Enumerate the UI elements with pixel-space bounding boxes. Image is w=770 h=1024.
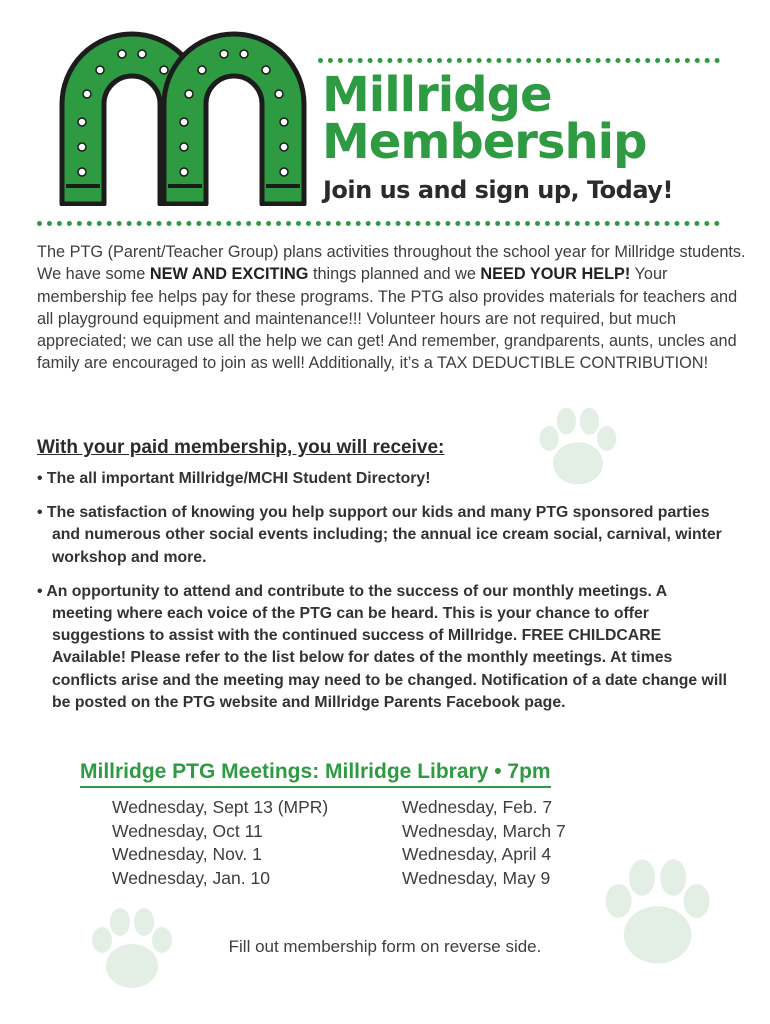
meeting-date: Wednesday, April 4 [402, 844, 552, 864]
meeting-date: Wednesday, March 7 [402, 820, 566, 841]
meeting-dates-left [112, 796, 328, 890]
meeting-date: Wednesday, Feb. 7 [402, 797, 553, 817]
footer-note: Fill out membership form on reverse side. [228, 937, 542, 956]
dotted-divider-bottom [37, 221, 720, 226]
intro-text-2: things planned and we [308, 265, 481, 284]
meeting-dates-right [402, 796, 566, 890]
meeting-date: Wednesday, Nov. 1 [112, 844, 262, 864]
intro-paragraph [37, 241, 749, 375]
meeting-date: Wednesday, Oct 11 [112, 820, 263, 841]
title-line-1: Millridge [322, 67, 552, 123]
intro-bold-1: NEW AND EXCITING [149, 265, 309, 284]
benefits-heading: With your paid membership, you will receive: [37, 437, 445, 458]
page-title [322, 67, 647, 170]
dotted-divider-top [318, 58, 720, 63]
intro-text-3: Your membership fee helps pay for these programs. The PTG also provides materials for teachers and all playground equipment and maintenance!!! Volunteer hours are not required, but much appreciated; we can use all the help we can get! And remember, grandparents, aunts, uncles and family are encouraged to join as well! Additionally, it’s a TAX DEDUCTIBLE CONTRIBUTION! [37, 265, 738, 373]
tagline: Join us and sign up, Today! [323, 176, 673, 204]
intro-text-1: The PTG (Parent/Teacher Group) plans activities throughout the school year for Millridge students. We have some [37, 243, 746, 284]
benefits-list [37, 468, 727, 726]
meeting-date: Wednesday, Jan. 10 [112, 867, 270, 888]
meeting-date: Wednesday, May 9 [402, 867, 551, 888]
benefit-item-directory: • The all important Millridge/MCHI Student Directory! [37, 470, 431, 487]
meeting-date: Wednesday, Sept 13 (MPR) [112, 797, 329, 817]
meetings-heading: Millridge PTG Meetings: Millridge Library • 7pm [80, 760, 551, 788]
paw-print-icon [590, 846, 720, 982]
benefit-item-events: • The satisfaction of knowing you help support our kids and many PTG sponsored parties and numerous other social events including; the annual ice cream social, carnival, winter workshop and more. [37, 504, 722, 566]
title-line-2: Membership [322, 114, 647, 170]
benefit-item-meetings: • An opportunity to attend and contribute to the success of our monthly meetings. A meeting where each voice of the PTG can be heard. This is your chance to offer suggestions to assist with the continued success of Millridge. FREE CHILDCARE Available! Please refer to the list below for dates of the monthly meetings. At times conflicts arise and the meeting may need to be changed. Notification of a date change will be posted on the PTG website and Millridge Parents Facebook page. [37, 582, 728, 711]
intro-bold-2: NEED YOUR HELP! [480, 265, 631, 284]
horseshoe-m-logo [44, 22, 322, 206]
